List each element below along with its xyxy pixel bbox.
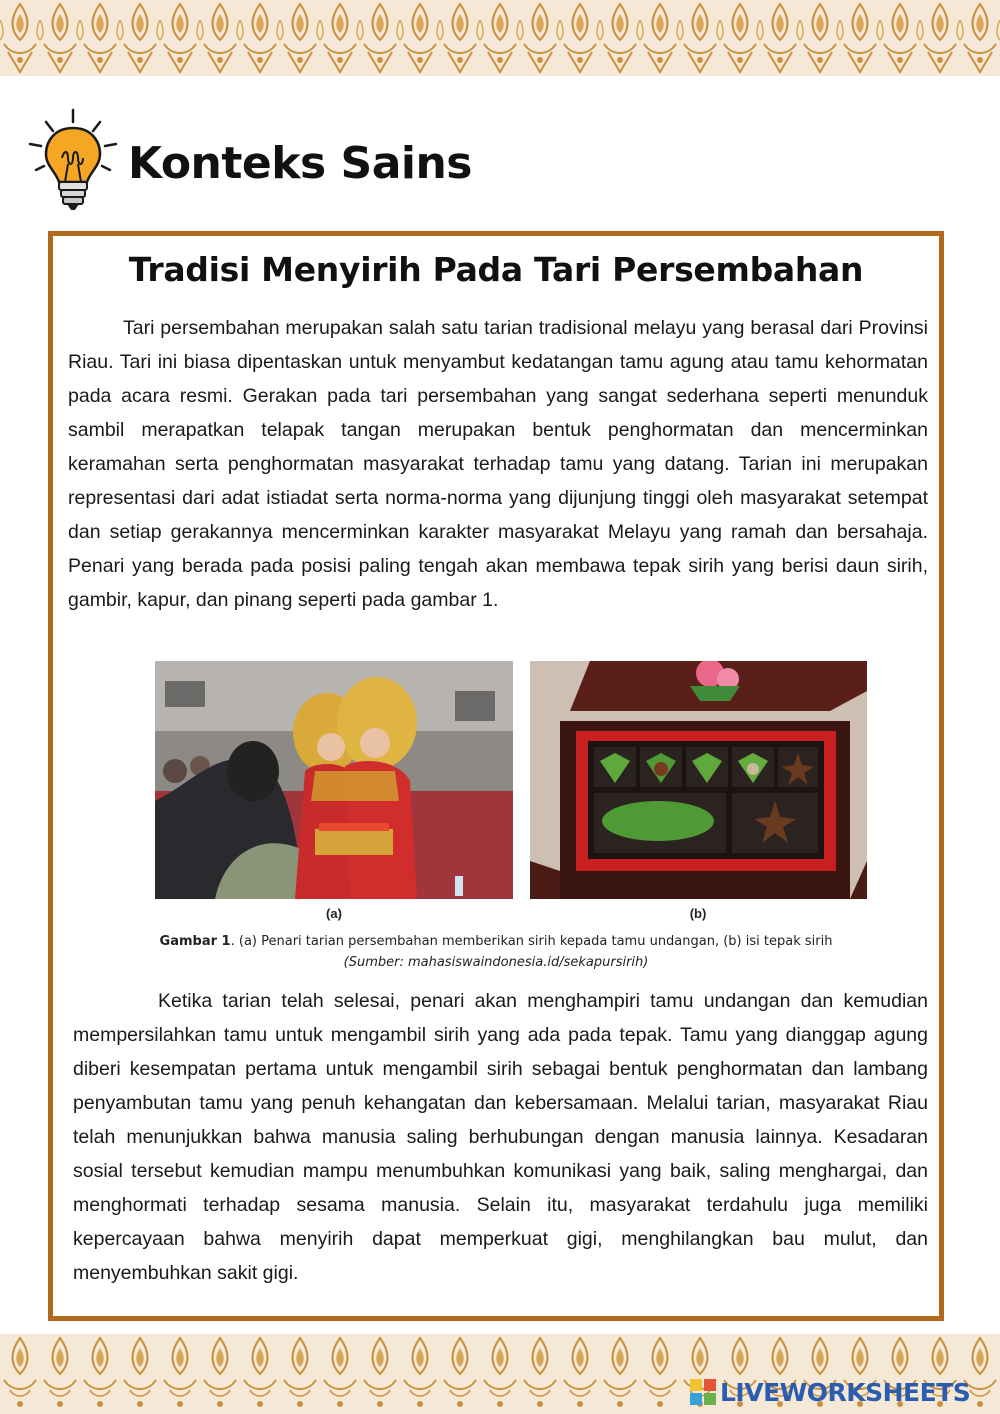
caption-text: . (a) Penari tarian persembahan memberikan sirih kepada tamu undangan, (b) isi tepak sirih xyxy=(230,934,833,949)
section-header xyxy=(28,108,548,212)
caption-source: (Sumber: mahasiswaindonesia.id/sekapursirih) xyxy=(343,955,649,970)
liveworksheets-watermark xyxy=(690,1374,990,1410)
photo-label-a: (a) xyxy=(326,906,342,921)
content-frame xyxy=(48,231,944,1321)
caption-bold: Gambar 1 xyxy=(159,934,231,949)
lightbulb-icon xyxy=(28,108,118,212)
watermark-text: LIVEWORKSHEETS xyxy=(720,1377,971,1407)
photo-dancers-offering-sirih xyxy=(155,661,513,899)
photo-label-b: (b) xyxy=(689,906,707,921)
paragraph-1: Tari persembahan merupakan salah satu tarian tradisional melayu yang berasal dari Provinsi Riau. Tari ini biasa dipentaskan untuk menyambut kedatangan tamu agung atau tamu kehormatan pada acara resmi. Gerakan pada tari persembahan yang sangat sederhana seperti menunduk sambil merapatkan telapak tangan merupakan bentuk penghormatan dan mencerminkan keramahan serta penghormatan masyarakat terhadap tamu yang datang. Tarian ini merupakan representasi dari adat istiadat serta norma-norma yang dijunjung tinggi oleh masyarakat setempat dan setiap gerakannya mencerminkan karakter masyarakat Melayu yang ramah dan bersahaja. Penari yang berada pada posisi paling tengah akan membawa tepak sirih yang berisi daun sirih, gambir, kapur, dan pinang seperti pada gambar 1. xyxy=(68,317,928,611)
section-title: Konteks Sains xyxy=(128,138,472,189)
article-title: Tradisi Menyirih Pada Tari Persembahan xyxy=(128,250,864,289)
top-ornament-band xyxy=(0,0,1000,76)
photo-tepak-sirih xyxy=(530,661,867,899)
liveworksheets-logo-icon xyxy=(690,1379,716,1405)
figure-caption xyxy=(53,931,939,973)
caption-line xyxy=(53,931,939,952)
paragraph-2: Ketika tarian telah selesai, penari akan menghampiri tamu undangan dan kemudian mempersilahkan tamu untuk mengambil sirih yang ada pada tepak. Tamu yang dianggap agung diberi kesempatan pertama untuk mengambil sirih sebagai bentuk penghormatan dan lambang penyambutan tamu yang penuh kehangatan dan kebersamaan. Melalui tarian, masyarakat Riau telah menunjukkan bahwa manusia saling berhubungan dengan manusia lainnya. Kesadaran sosial tersebut kemudian mampu menumbuhkan komunikasi yang baik, saling menghargai, dan menghormati terhadap sesama manusia. Selain itu, masyarakat terdahulu juga memiliki kepercayaan bahwa menyirih dapat memperkuat gigi, menghilangkan bau mulut, dan menyembuhkan sakit gigi. xyxy=(73,990,928,1284)
top-ornament-pattern xyxy=(0,0,1000,76)
